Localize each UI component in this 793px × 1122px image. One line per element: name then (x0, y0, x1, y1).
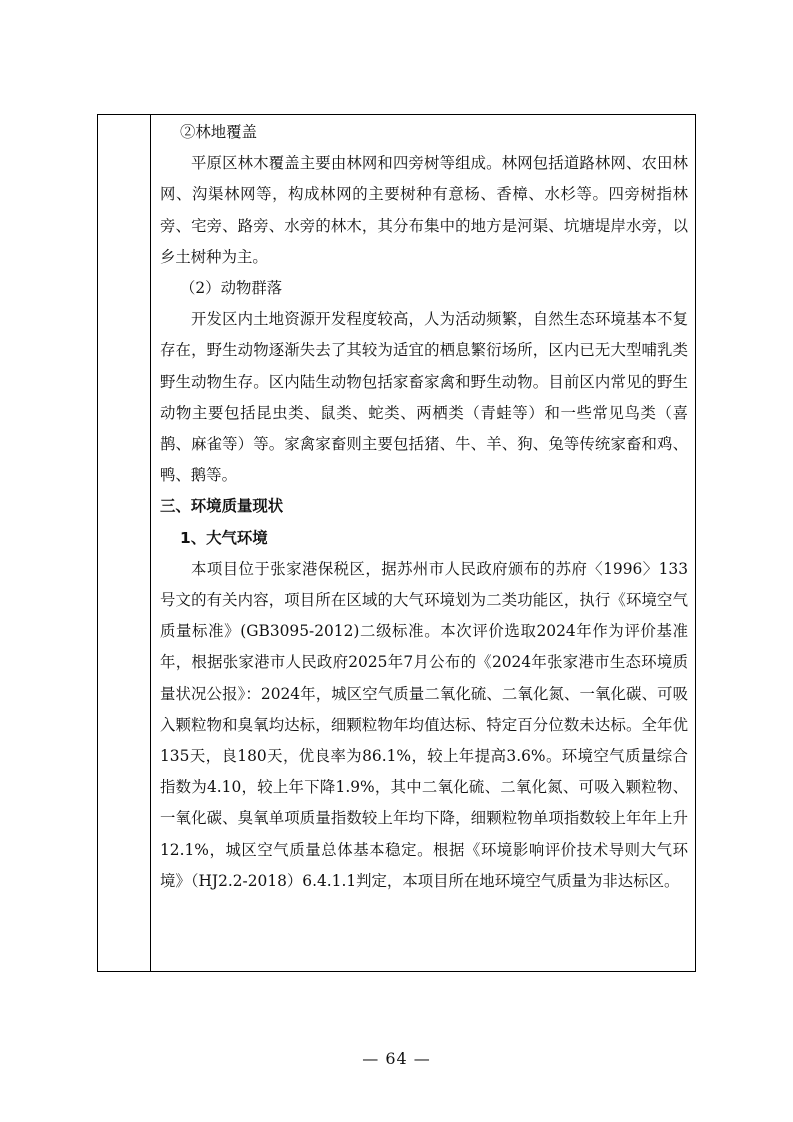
subsection-heading: 1、大气环境 (180, 528, 268, 547)
table-content-cell (160, 117, 688, 897)
table-left-column (98, 115, 151, 971)
forest-cover-paragraph: 平原区林木覆盖主要由林网和四旁树等组成。林网包括道路林网、农田林网、沟渠林网等，构成林网的主要树种有意杨、香樟、水杉等。四旁树指林旁、宅旁、路旁、水旁的林木，其分布集中的地方是河渠、坑塘堤岸水旁，以乡土树种为主。 (160, 154, 688, 266)
page-number: — 64 — (362, 1049, 431, 1068)
section-heading: 三、环境质量现状 (160, 497, 284, 516)
forest-cover-heading: ②林地覆盖 (180, 123, 257, 141)
animal-community-heading: （2）动物群落 (180, 279, 283, 298)
air-environment-paragraph: 本项目位于张家港保税区，据苏州市人民政府颁布的苏府〈1996〉133号文的有关内容，项目所在区域的大气环境划为二类功能区，执行《环境空气质量标准》(GB3095-2012)二级标准。本次评价选取2024年作为评价基准年，根据张家港市人民政府2025年7月公布的《2024年张家港市生态环境质量状况公报》：2024年，城区空气质量二氧化硫、二氧化氮、一氧化碳、可吸入颗粒物和臭氧均达标，细颗粒物年均值达标、特定百分位数未达标。全年优135天，良180天，优良率为86.1%，较上年提高3.6%。环境空气质量综合指数为4.10，较上年下降1.9%，其中二氧化硫、二氧化氮、可吸入颗粒物、一氧化碳、臭氧单项质量指数较上年均下降，细颗粒物单项指数较上年年上升12.1%，城区空气质量总体基本稳定。根据《环境影响评价技术导则大气环境》（HJ2.2-2018）6.4.1.1判定，本项目所在地环境空气质量为非达标区。 (160, 559, 688, 890)
animal-community-paragraph: 开发区内土地资源开发程度较高，人为活动频繁，自然生态环境基本不复存在，野生动物逐渐失去了其较为适宜的栖息繁衍场所，区内已无大型哺乳类野生动物生存。区内陆生动物包括家畜家禽和野生动物。目前区内常见的野生动物主要包括昆虫类、鼠类、蛇类、两栖类（青蛙等）和一些常见鸟类（喜鹊、麻雀等）等。家禽家畜则主要包括猪、牛、羊、狗、兔等传统家畜和鸡、鸭、鹅等。 (160, 310, 688, 485)
content-table (97, 114, 696, 972)
